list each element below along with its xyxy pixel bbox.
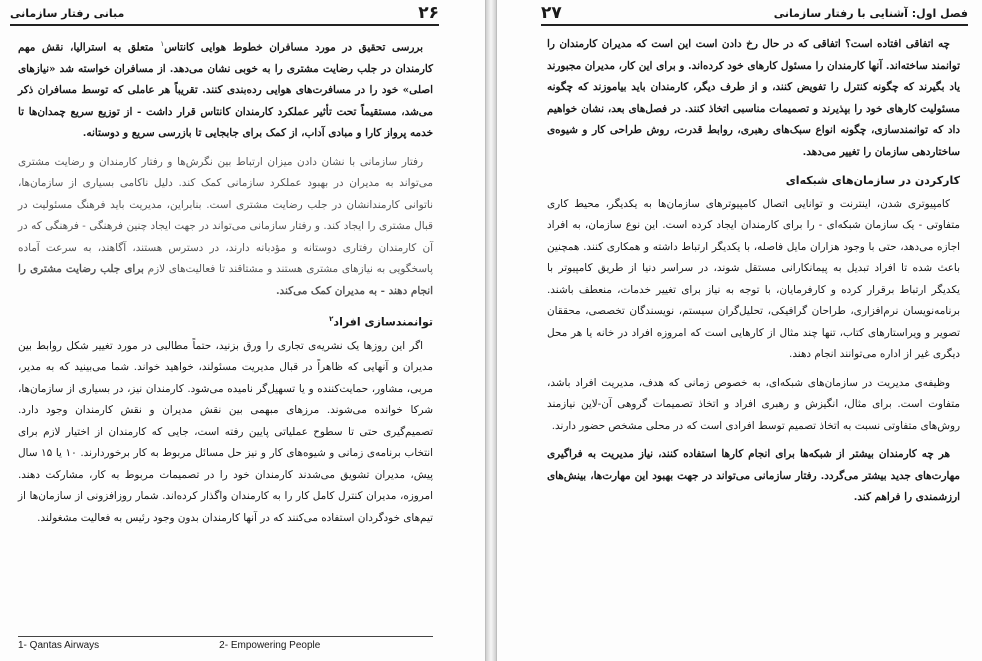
left-page	[0, 0, 486, 661]
paragraph-text: رفتار سازمانی با نشان دادن میزان ارتباط بین نگرش‌ها و رفتار کارمندان و رضایت مشتری می‌تواند به مدیران در بهبود عملکرد سازمانی کمک کند. دلیل ناکامی بسیاری از سازمان‌ها، ناتوانی کارمندانشان در جلب رضایت مشتری است. بنابراین، مدیریت باید فرهنگ مسئولیت در قبال مشتری را ایجاد کند. و رفتار سازمانی می‌تواند در جهت ایجاد چنین فرهنگی - فرهنگی که در آن کارمندان رفتاری دوستانه و مؤدبانه دارند، در دسترس هستند، آگاهند، به سرعت آماده پاسخگویی به نیازهای مشتری هستند و مشتاقند تا فعالیت‌های لازم	[18, 155, 433, 276]
section-heading: کارکردن در سازمان‌های شبکه‌ای	[785, 174, 960, 187]
running-title: مبانی رفتار سازمانی	[10, 6, 125, 20]
page-number: ۲۷	[541, 3, 562, 23]
paragraph-text: متعلق به استرالیا، نقش مهم کارمندان در جلب رضایت مشتری را به خوبی نشان می‌دهد. از مسافران خواسته شد «نیازهای اصلی» خود را در مسافرت‌های هوایی رده‌بندی کنند. تقریباً هر عاملی که توسط مسافران ذکر می‌شد، مستقیماً تحت تأثیر عملکرد کارمندان کانتاس قرار داشت - از توزیع سریع چمدان‌ها تا خدمه پرواز کارا و مبادی آداب، از کمک برای جابجایی تا بازرسی سریع و دوستانه.	[18, 41, 433, 140]
paragraph: چه اتفاقی افتاده است؟ اتفاقی که در حال رخ دادن است این است که مدیران کارمندان را توانمند ساخته‌اند. آنها کارمندان را مسئول کارهای خود کرده‌اند. و برای این کار، مدیران مجبورند یاد بگیرند که چگونه کنترل را تفویض کنند، و از طرف دیگر، کارمندان باید بیاموزند که چگونه مسئولیت کارهای خود را بپذیرند و تصمیمات مناسبی اتخاذ کنند. در فصل‌های بعد، نشان خواهیم داد که توانمندسازی، چگونه انواع سبک‌های رهبری، روابط قدرت، روش طراحی کار و شیوه‌ی ساختاردهی سازمان را تغییر می‌دهد.	[547, 38, 960, 158]
footnote-1: 1- Qantas Airways	[18, 640, 100, 651]
book-gutter	[486, 0, 496, 661]
paragraph: اگر این روزها یک نشریه‌ی تجاری را ورق بزنید، حتماً مطالبی در مورد تغییر شکل روابط بین مدیران و آنهایی که ظاهراً در قبال مدیریت مسئولند، خواهید خواند. شما می‌بینید که به مدیر، مربی، مشاور، حمایت‌کننده و یا تسهیل‌گر نامیده می‌شود. کارمندان نیز، در بسیاری از سازمان‌ها، شرکا خوانده می‌شوند. مرزهای مبهمی بین نقش مدیران و نقش کارمندان وجود دارد. تصمیم‌گیری حتی تا سطوح عملیاتی پایین رفته است، جایی که کارمندان از اختیار لازم برای انتخاب برنامه‌ی زمانی و شیوه‌های کار و نیز حل مسائل مربوط به کار برخوردارند. ۱۰ یا ۱۵ سال پیش، مدیران تشویق می‌شدند کارمندان خود را در تصمیمات مربوط به کار، مشارکت دهند. امروزه، مدیران کنترل کامل کار را به کارمندان واگذار کرده‌اند. شمار روزافزونی از سازمان‌ها از تیم‌های خودگردان استفاده می‌کنند که در آنها کارمندان بدون وجود رئیس به فعالیت مشغولند.	[18, 339, 433, 524]
heading-text: توانمندسازی افراد	[333, 316, 433, 330]
footnote-ref: ۲	[329, 315, 334, 324]
paragraph: کامپیوتری شدن، اینترنت و توانایی اتصال کامپیوترهای سازمان‌ها به یکدیگر، محیط کاری متفاوتی - یک سازمان شبکه‌ای - را برای کارمندان ایجاد کرده است. این نوع سازمان، به افراد اجازه می‌دهد، حتی با وجود هزاران مایل فاصله، با یکدیگر ارتباط داشته و همکاری کنند. همچنین باعث شده تا افراد تبدیل به پیمانکارانی مستقل شوند، در سراسر دنیا از طریق کامپیوتر با یکدیگر ارتباط برقرار کرده و کارفرمایان، با توجه به نیاز برای تغییر خدمات، منعطف باشند. برنامه‌نویسان نرم‌افزاری، طراحان گرافیکی، تحلیل‌گران سیستم، نویسندگان تخصصی، محققان تصویر و ویراستارهای کتاب، تنها چند مثال از کارهایی است که امروزه افراد در خانه یا هر محل دیگری غیر از اداره می‌توانند انجام دهند.	[547, 197, 960, 360]
page-number: ۲۶	[418, 3, 439, 23]
paragraph-tail: برای جلب رضایت مشتری را انجام دهند - به مدیران کمک می‌کند.	[18, 263, 433, 297]
paragraph	[18, 152, 433, 303]
paragraph: هر چه کارمندان بیشتر از شبکه‌ها برای انجام کارها استفاده کنند، نیاز مدیریت به فراگیری مهارت‌های جدید بیشتر می‌گردد. رفتار سازمانی می‌تواند در جهت بهبود این مهارت‌ها، بینش‌های ارزشمندی را فراهم کند.	[547, 448, 960, 503]
page-body	[547, 34, 960, 621]
page-body	[18, 34, 433, 621]
paragraph	[18, 34, 433, 145]
footnote-ref: ۱	[160, 40, 165, 48]
paragraph: وظیفه‌ی مدیریت در سازمان‌های شبکه‌ای، به خصوص زمانی که هدف، مدیریت افراد باشد، متفاوت است. برای مثال، انگیزش و رهبری افراد و اتخاذ تصمیمات گروهی آن-لاین نیازمند روش‌های متفاوتی نسبت به اتخاذ تصمیم توسط افرادی است که در محلی مشخص حضور دارند.	[547, 376, 960, 432]
footnotes	[18, 636, 433, 651]
page-header	[10, 2, 439, 26]
footnote-2: 2- Empowering People	[219, 640, 321, 651]
paragraph-lead: بررسی تحقیق در مورد مسافران خطوط هوایی کانتاس	[164, 41, 423, 54]
section-heading	[18, 309, 433, 333]
running-title: فصل اول: آشنایی با رفتار سازمانی	[773, 6, 968, 20]
page-header	[541, 2, 968, 26]
right-page	[496, 0, 982, 661]
